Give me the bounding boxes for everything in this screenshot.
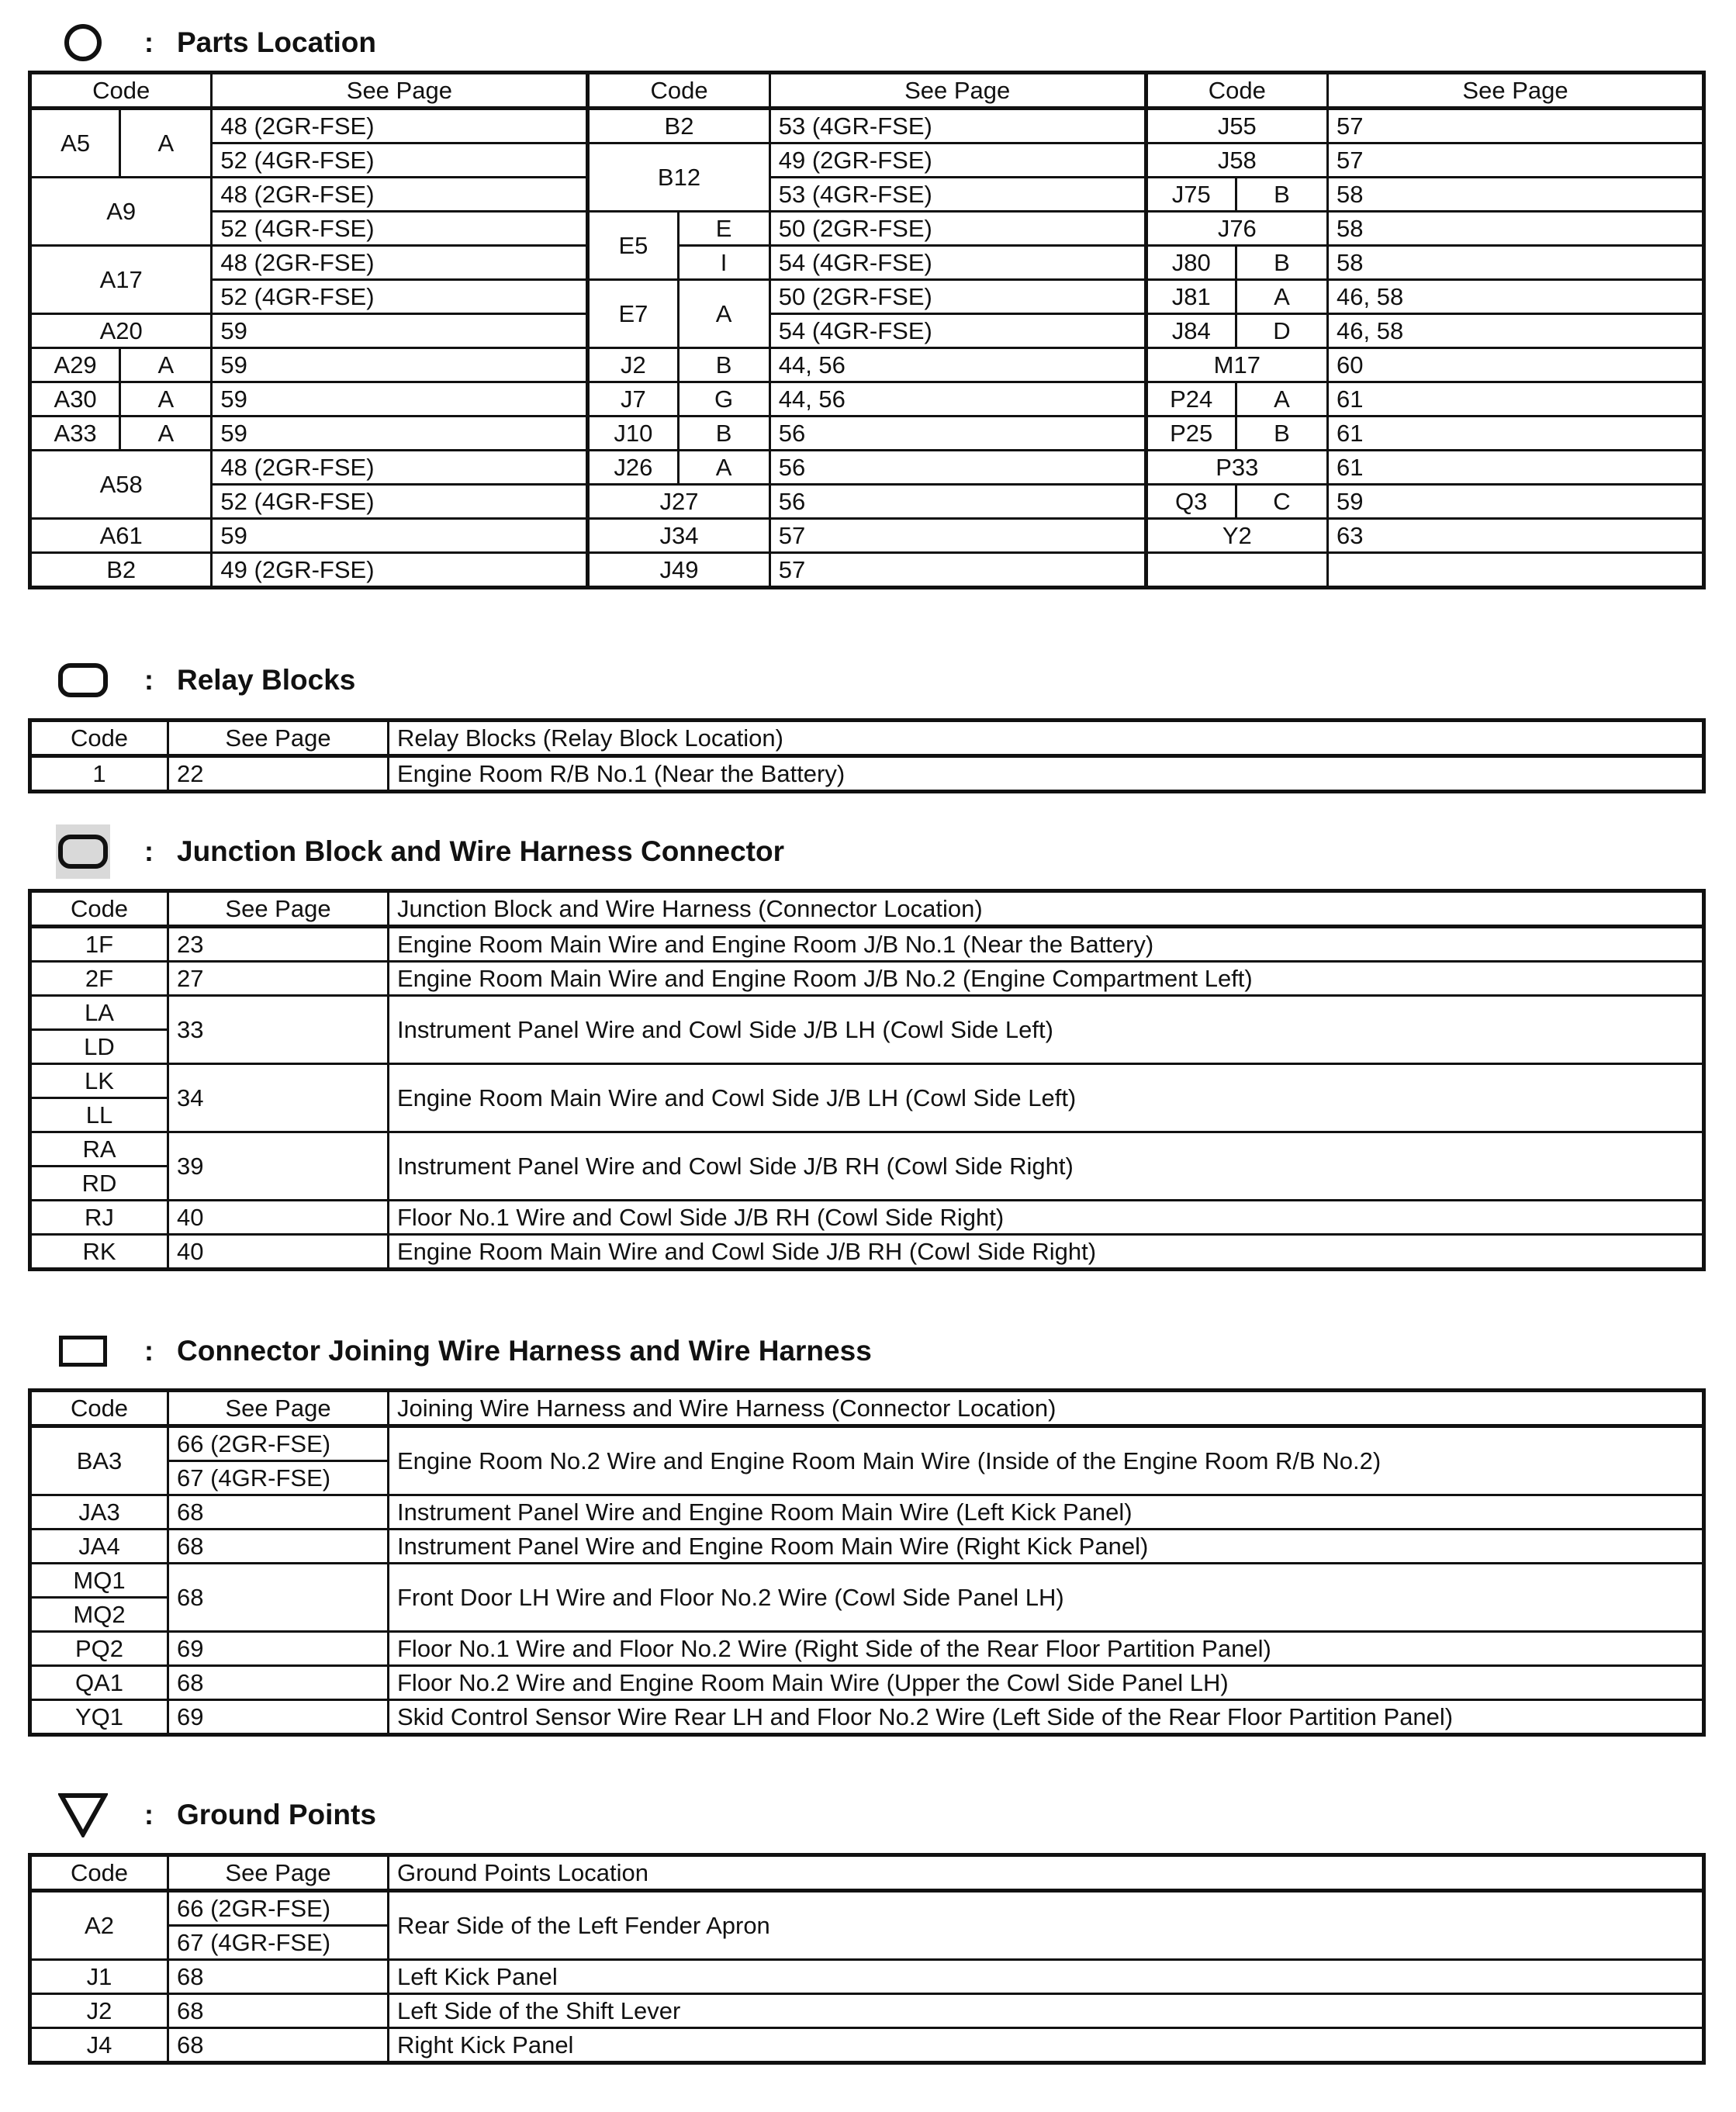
code-cell: YQ1: [30, 1700, 168, 1735]
see-page-cell: 60: [1328, 348, 1704, 382]
description-cell: Skid Control Sensor Wire Rear LH and Floor No.2 Wire (Left Side of the Rear Floor Partition Panel): [389, 1700, 1704, 1735]
code-cell: B2: [588, 109, 769, 143]
see-page-cell: 68: [168, 1495, 389, 1530]
description-cell: Rear Side of the Left Fender Apron: [389, 1891, 1704, 1960]
description-cell: Floor No.2 Wire and Engine Room Main Wire (Upper the Cowl Side Panel LH): [389, 1666, 1704, 1700]
code-cell: A30: [30, 382, 120, 417]
description-cell: Engine Room R/B No.1 (Near the Battery): [389, 756, 1704, 792]
code-cell: LK: [30, 1064, 168, 1098]
code-cell: MQ1: [30, 1564, 168, 1598]
see-page-cell: 59: [212, 348, 588, 382]
table-row: [30, 1201, 1704, 1235]
junction-block-header: : Junction Block and Wire Harness Connector: [56, 824, 784, 879]
table-row: [30, 756, 1704, 792]
see-page-cell: 61: [1328, 451, 1704, 485]
table-row: [30, 1495, 1704, 1530]
description-header: Joining Wire Harness and Wire Harness (Connector Location): [389, 1391, 1704, 1426]
table-row: [30, 1132, 1704, 1167]
table-row: [30, 553, 1704, 588]
see-page-cell: 27: [168, 962, 389, 996]
description-cell: Instrument Panel Wire and Cowl Side J/B LH (Cowl Side Left): [389, 996, 1704, 1064]
code-cell: J81: [1146, 280, 1236, 314]
table-row: [30, 212, 1704, 246]
see-page-header: See Page: [168, 1391, 389, 1426]
table-row: [30, 485, 1704, 519]
table-row: [30, 1666, 1704, 1700]
see-page-cell: 68: [168, 1564, 389, 1632]
sub-code-cell: A: [1236, 280, 1327, 314]
description-cell: Left Side of the Shift Lever: [389, 1994, 1704, 2028]
see-page-cell: 46, 58: [1328, 280, 1704, 314]
table-row: [30, 417, 1704, 451]
see-page-cell: 66 (2GR-FSE): [168, 1891, 389, 1926]
code-cell: M17: [1146, 348, 1327, 382]
code-cell: J34: [588, 519, 769, 553]
code-cell: J2: [588, 348, 678, 382]
sub-code-cell: A: [120, 348, 212, 382]
see-page-cell: 48 (2GR-FSE): [212, 451, 588, 485]
description-header: Relay Blocks (Relay Block Location): [389, 721, 1704, 756]
see-page-cell: 52 (4GR-FSE): [212, 280, 588, 314]
see-page-header: See Page: [168, 1855, 389, 1891]
sub-code-cell: B: [678, 348, 769, 382]
code-cell: P25: [1146, 417, 1236, 451]
sub-code-cell: E: [678, 212, 769, 246]
see-page-header: See Page: [212, 73, 588, 109]
see-page-cell: 56: [769, 417, 1146, 451]
sub-code-cell: G: [678, 382, 769, 417]
sub-code-cell: B: [1236, 417, 1327, 451]
description-cell: Engine Room Main Wire and Engine Room J/B No.2 (Engine Compartment Left): [389, 962, 1704, 996]
code-cell: RA: [30, 1132, 168, 1167]
see-page-cell: 56: [769, 485, 1146, 519]
code-cell: J84: [1146, 314, 1236, 348]
code-cell: MQ2: [30, 1598, 168, 1632]
see-page-header: See Page: [168, 891, 389, 927]
see-page-cell: 69: [168, 1700, 389, 1735]
code-cell: RD: [30, 1167, 168, 1201]
code-cell: JA4: [30, 1530, 168, 1564]
table-row: [30, 1426, 1704, 1461]
see-page-cell: 68: [168, 1960, 389, 1994]
see-page-cell: 63: [1328, 519, 1704, 553]
table-row: [30, 1994, 1704, 2028]
code-cell: A33: [30, 417, 120, 451]
description-cell: Instrument Panel Wire and Cowl Side J/B RH (Cowl Side Right): [389, 1132, 1704, 1201]
code-cell: A61: [30, 519, 212, 553]
code-cell: [1146, 553, 1327, 588]
see-page-cell: 59: [212, 519, 588, 553]
code-cell: 1: [30, 756, 168, 792]
see-page-cell: 57: [1328, 143, 1704, 178]
see-page-cell: 34: [168, 1064, 389, 1132]
see-page-header: See Page: [769, 73, 1146, 109]
table-row: [30, 1891, 1704, 1926]
table-row: [30, 1960, 1704, 1994]
see-page-cell: 57: [769, 553, 1146, 588]
ground-points-title: Ground Points: [177, 1799, 376, 1830]
code-cell: A5: [30, 109, 120, 178]
table-header-row: [30, 1391, 1704, 1426]
code-cell: LL: [30, 1098, 168, 1132]
see-page-cell: 68: [168, 1666, 389, 1700]
table-header-row: [30, 73, 1704, 109]
connector-joining-header: : Connector Joining Wire Harness and Wire Harness: [56, 1324, 872, 1378]
parts-location-title: Parts Location: [177, 26, 376, 58]
sub-code-cell: B: [1236, 246, 1327, 280]
triangle-icon: [56, 1788, 110, 1842]
see-page-cell: 44, 56: [769, 382, 1146, 417]
sub-code-cell: I: [678, 246, 769, 280]
see-page-cell: 67 (4GR-FSE): [168, 1461, 389, 1495]
description-header: Ground Points Location: [389, 1855, 1704, 1891]
description-cell: Floor No.1 Wire and Cowl Side J/B RH (Cowl Side Right): [389, 1201, 1704, 1235]
table-row: [30, 996, 1704, 1030]
see-page-cell: 53 (4GR-FSE): [769, 109, 1146, 143]
table-row: [30, 451, 1704, 485]
code-header: Code: [30, 891, 168, 927]
code-header: Code: [588, 73, 769, 109]
see-page-cell: 48 (2GR-FSE): [212, 246, 588, 280]
table-header-row: [30, 891, 1704, 927]
relay-blocks-table: [28, 718, 1706, 793]
table-row: [30, 109, 1704, 143]
see-page-cell: 52 (4GR-FSE): [212, 143, 588, 178]
see-page-cell: 59: [212, 417, 588, 451]
code-cell: 1F: [30, 927, 168, 962]
code-cell: B12: [588, 143, 769, 212]
table-row: [30, 178, 1704, 212]
see-page-cell: 59: [1328, 485, 1704, 519]
see-page-cell: 52 (4GR-FSE): [212, 485, 588, 519]
see-page-cell: 23: [168, 927, 389, 962]
parts-location-header: : Parts Location: [56, 16, 376, 70]
rectangle-icon: [56, 1324, 110, 1378]
code-cell: A58: [30, 451, 212, 519]
table-header-row: [30, 721, 1704, 756]
see-page-cell: 67 (4GR-FSE): [168, 1926, 389, 1960]
see-page-cell: 61: [1328, 417, 1704, 451]
sub-code-cell: C: [1236, 485, 1327, 519]
see-page-cell: 48 (2GR-FSE): [212, 178, 588, 212]
table-row: [30, 1564, 1704, 1598]
see-page-cell: 58: [1328, 178, 1704, 212]
see-page-cell: 66 (2GR-FSE): [168, 1426, 389, 1461]
code-header: Code: [30, 721, 168, 756]
see-page-cell: 68: [168, 1994, 389, 2028]
junction-block-title: Junction Block and Wire Harness Connector: [177, 835, 784, 867]
see-page-cell: 61: [1328, 382, 1704, 417]
code-cell: J2: [30, 1994, 168, 2028]
description-cell: Engine Room Main Wire and Cowl Side J/B RH (Cowl Side Right): [389, 1235, 1704, 1270]
see-page-cell: 44, 56: [769, 348, 1146, 382]
sub-code-cell: A: [120, 382, 212, 417]
junction-block-table: [28, 889, 1706, 1271]
code-cell: J7: [588, 382, 678, 417]
ground-points-table: [28, 1853, 1706, 2065]
code-cell: P24: [1146, 382, 1236, 417]
sub-code-cell: A: [1236, 382, 1327, 417]
description-cell: Instrument Panel Wire and Engine Room Main Wire (Left Kick Panel): [389, 1495, 1704, 1530]
parts-location-table: [28, 71, 1706, 589]
description-header: Junction Block and Wire Harness (Connector Location): [389, 891, 1704, 927]
see-page-cell: 22: [168, 756, 389, 792]
sub-code-cell: A: [120, 109, 212, 178]
code-cell: J4: [30, 2028, 168, 2063]
description-cell: Instrument Panel Wire and Engine Room Main Wire (Right Kick Panel): [389, 1530, 1704, 1564]
code-cell: A20: [30, 314, 212, 348]
see-page-cell: 49 (2GR-FSE): [769, 143, 1146, 178]
see-page-cell: 57: [1328, 109, 1704, 143]
code-cell: A29: [30, 348, 120, 382]
table-row: [30, 280, 1704, 314]
code-cell: J49: [588, 553, 769, 588]
see-page-cell: 69: [168, 1632, 389, 1666]
code-cell: Y2: [1146, 519, 1327, 553]
relay-blocks-title: Relay Blocks: [177, 664, 356, 696]
description-cell: Engine Room Main Wire and Cowl Side J/B LH (Cowl Side Left): [389, 1064, 1704, 1132]
code-cell: E5: [588, 212, 678, 280]
sub-code-cell: A: [678, 280, 769, 348]
see-page-cell: 58: [1328, 246, 1704, 280]
sub-code-cell: D: [1236, 314, 1327, 348]
see-page-cell: 50 (2GR-FSE): [769, 212, 1146, 246]
code-cell: E7: [588, 280, 678, 348]
table-row: [30, 1064, 1704, 1098]
code-header: Code: [30, 73, 212, 109]
description-cell: Front Door LH Wire and Floor No.2 Wire (Cowl Side Panel LH): [389, 1564, 1704, 1632]
see-page-cell: 40: [168, 1201, 389, 1235]
see-page-cell: 59: [212, 382, 588, 417]
code-cell: RJ: [30, 1201, 168, 1235]
table-row: [30, 962, 1704, 996]
see-page-cell: 56: [769, 451, 1146, 485]
see-page-cell: 58: [1328, 212, 1704, 246]
code-cell: J58: [1146, 143, 1327, 178]
table-row: [30, 1700, 1704, 1735]
code-cell: J55: [1146, 109, 1327, 143]
table-header-row: [30, 1855, 1704, 1891]
see-page-cell: 49 (2GR-FSE): [212, 553, 588, 588]
see-page-cell: 68: [168, 2028, 389, 2063]
code-cell: LA: [30, 996, 168, 1030]
ground-points-header: : Ground Points: [56, 1788, 376, 1842]
see-page-cell: 33: [168, 996, 389, 1064]
sub-code-cell: A: [678, 451, 769, 485]
see-page-cell: 50 (2GR-FSE): [769, 280, 1146, 314]
code-cell: PQ2: [30, 1632, 168, 1666]
sub-code-cell: A: [120, 417, 212, 451]
see-page-cell: 54 (4GR-FSE): [769, 314, 1146, 348]
description-cell: Engine Room Main Wire and Engine Room J/B No.1 (Near the Battery): [389, 927, 1704, 962]
code-cell: J1: [30, 1960, 168, 1994]
table-row: [30, 348, 1704, 382]
code-cell: J27: [588, 485, 769, 519]
code-header: Code: [30, 1855, 168, 1891]
see-page-cell: 40: [168, 1235, 389, 1270]
table-row: [30, 1235, 1704, 1270]
table-row: [30, 2028, 1704, 2063]
shaded-rounded-rect-icon: [56, 824, 110, 879]
see-page-cell: 59: [212, 314, 588, 348]
see-page-cell: 52 (4GR-FSE): [212, 212, 588, 246]
table-row: [30, 1530, 1704, 1564]
see-page-cell: 46, 58: [1328, 314, 1704, 348]
code-cell: B2: [30, 553, 212, 588]
code-cell: A9: [30, 178, 212, 246]
code-cell: J76: [1146, 212, 1327, 246]
see-page-cell: 68: [168, 1530, 389, 1564]
sub-code-cell: B: [1236, 178, 1327, 212]
rounded-rect-icon: [56, 653, 110, 707]
code-cell: J26: [588, 451, 678, 485]
description-cell: Right Kick Panel: [389, 2028, 1704, 2063]
description-cell: Left Kick Panel: [389, 1960, 1704, 1994]
see-page-cell: 48 (2GR-FSE): [212, 109, 588, 143]
code-header: Code: [30, 1391, 168, 1426]
code-cell: A2: [30, 1891, 168, 1960]
code-cell: J75: [1146, 178, 1236, 212]
code-cell: A17: [30, 246, 212, 314]
table-row: [30, 143, 1704, 178]
table-row: [30, 519, 1704, 553]
code-cell: Q3: [1146, 485, 1236, 519]
relay-blocks-header: : Relay Blocks: [56, 653, 355, 707]
see-page-header: See Page: [1328, 73, 1704, 109]
table-row: [30, 927, 1704, 962]
code-header: Code: [1146, 73, 1327, 109]
description-cell: Floor No.1 Wire and Floor No.2 Wire (Right Side of the Rear Floor Partition Panel): [389, 1632, 1704, 1666]
table-row: [30, 246, 1704, 280]
connector-joining-title: Connector Joining Wire Harness and Wire Harness: [177, 1335, 872, 1367]
connector-joining-table: [28, 1388, 1706, 1737]
sub-code-cell: B: [678, 417, 769, 451]
code-cell: J80: [1146, 246, 1236, 280]
table-row: [30, 382, 1704, 417]
table-row: [30, 314, 1704, 348]
description-cell: Engine Room No.2 Wire and Engine Room Main Wire (Inside of the Engine Room R/B No.2): [389, 1426, 1704, 1495]
code-cell: BA3: [30, 1426, 168, 1495]
table-row: [30, 1632, 1704, 1666]
see-page-cell: [1328, 553, 1704, 588]
code-cell: 2F: [30, 962, 168, 996]
see-page-cell: 57: [769, 519, 1146, 553]
circle-icon: [56, 16, 110, 70]
see-page-cell: 53 (4GR-FSE): [769, 178, 1146, 212]
code-cell: JA3: [30, 1495, 168, 1530]
code-cell: QA1: [30, 1666, 168, 1700]
code-cell: LD: [30, 1030, 168, 1064]
see-page-cell: 39: [168, 1132, 389, 1201]
see-page-cell: 54 (4GR-FSE): [769, 246, 1146, 280]
code-cell: RK: [30, 1235, 168, 1270]
code-cell: P33: [1146, 451, 1327, 485]
see-page-header: See Page: [168, 721, 389, 756]
code-cell: J10: [588, 417, 678, 451]
